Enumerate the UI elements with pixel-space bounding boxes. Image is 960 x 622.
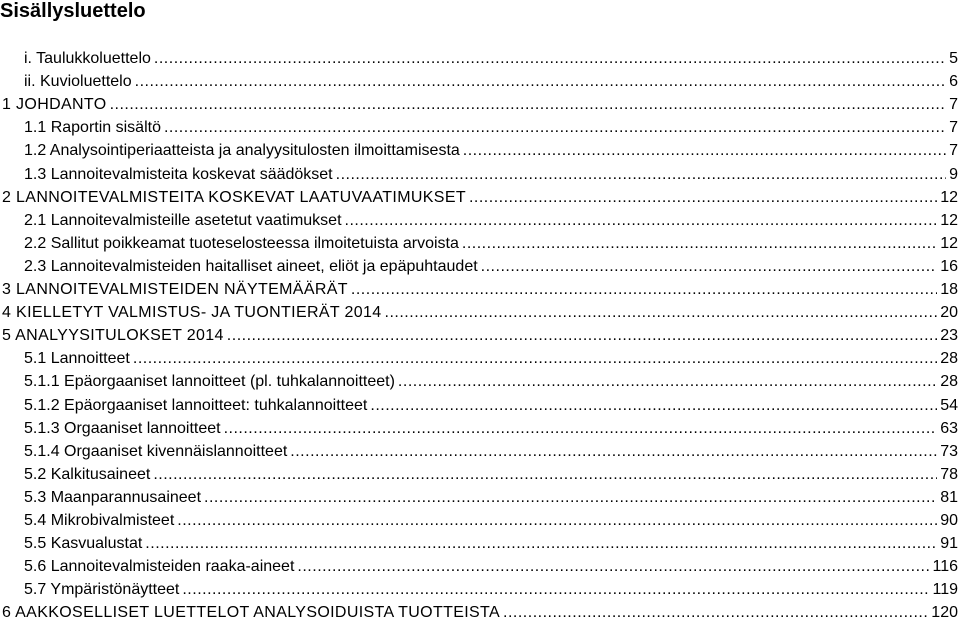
toc-entry-page: 63 bbox=[940, 419, 958, 437]
toc-entry[interactable] bbox=[24, 370, 958, 391]
toc-entry-label: 5.6 Lannoitevalmisteiden raaka-aineet bbox=[24, 558, 295, 576]
dot-leader bbox=[182, 580, 929, 599]
toc-entry-page: 54 bbox=[940, 396, 958, 414]
toc-entry[interactable] bbox=[24, 163, 958, 184]
toc-entry-label: 1 JOHDANTO bbox=[2, 96, 107, 114]
toc-entry[interactable] bbox=[2, 278, 958, 299]
toc-entry[interactable] bbox=[24, 486, 958, 507]
toc-entry[interactable] bbox=[2, 324, 958, 345]
toc-entry[interactable] bbox=[2, 301, 958, 322]
toc-entry-page: 81 bbox=[940, 488, 958, 506]
toc-entry-page: 28 bbox=[940, 350, 958, 368]
dot-leader bbox=[135, 72, 946, 91]
toc-entry-page: 120 bbox=[931, 604, 958, 622]
dot-leader bbox=[462, 234, 937, 253]
toc-entry[interactable] bbox=[2, 601, 958, 622]
toc-entry[interactable] bbox=[24, 209, 958, 230]
dot-leader bbox=[145, 534, 937, 553]
dot-leader bbox=[336, 165, 946, 184]
toc-entry-label: 6 AAKKOSELLISET LUETTELOT ANALYSOIDUISTA TUOTTEISTA bbox=[2, 604, 501, 622]
dot-leader bbox=[463, 141, 946, 160]
toc-entry-label: 5.1 Lannoitteet bbox=[24, 350, 130, 368]
toc-entry[interactable] bbox=[24, 139, 958, 160]
toc-entry-label: 4 KIELLETYT VALMISTUS- JA TUONTIERÄT 2014 bbox=[2, 304, 382, 322]
toc-entry-page: 12 bbox=[940, 234, 958, 252]
toc-entry[interactable] bbox=[24, 255, 958, 276]
toc-entry-page: 7 bbox=[949, 96, 958, 114]
dot-leader bbox=[227, 326, 937, 345]
toc-entry[interactable] bbox=[24, 578, 958, 599]
toc-entry[interactable] bbox=[24, 232, 958, 253]
toc-entry-page: 7 bbox=[949, 119, 958, 137]
toc-entry-label: 5.2 Kalkitusaineet bbox=[24, 465, 151, 483]
toc-entry-label: 1.2 Analysointiperiaatteista ja analyysitulosten ilmoittamisesta bbox=[24, 142, 460, 160]
dot-leader bbox=[204, 488, 937, 507]
toc-entry-label: ii. Kuvioluettelo bbox=[24, 73, 132, 91]
dot-leader bbox=[164, 118, 946, 137]
toc-entry[interactable] bbox=[24, 532, 958, 553]
toc-entry-page: 7 bbox=[949, 142, 958, 160]
dot-leader bbox=[370, 396, 937, 415]
toc-entry[interactable] bbox=[24, 394, 958, 415]
toc-entry-label: 5.7 Ympäristönäytteet bbox=[24, 581, 180, 599]
toc-entry-page: 6 bbox=[949, 73, 958, 91]
toc-entry[interactable] bbox=[24, 509, 958, 530]
toc-entry-label: 2.3 Lannoitevalmisteiden haitalliset aineet, eliöt ja epäpuhtaudet bbox=[24, 257, 478, 275]
dot-leader bbox=[154, 49, 946, 68]
toc-entry-page: 16 bbox=[940, 257, 958, 275]
toc-entry-page: 5 bbox=[949, 50, 958, 67]
toc-entry[interactable] bbox=[24, 47, 958, 68]
toc-entry-label: 2 LANNOITEVALMISTEITA KOSKEVAT LAATUVAATIMUKSET bbox=[2, 188, 466, 206]
dot-leader bbox=[133, 349, 937, 368]
toc-entry-page: 119 bbox=[932, 581, 958, 599]
toc-entry-label: 2.2 Sallitut poikkeamat tuoteselosteessa ilmoitetuista arvoista bbox=[24, 234, 459, 252]
toc-entry[interactable] bbox=[24, 70, 958, 91]
toc-entry-page: 28 bbox=[940, 373, 958, 391]
dot-leader bbox=[345, 211, 938, 230]
dot-leader bbox=[177, 511, 937, 530]
toc-entry-label: 5.1.3 Orgaaniset lannoitteet bbox=[24, 419, 221, 437]
toc-entry-page: 20 bbox=[940, 304, 958, 322]
toc-entry-page: 116 bbox=[932, 558, 958, 576]
toc-entry-page: 12 bbox=[940, 211, 958, 229]
toc-entry[interactable] bbox=[2, 93, 958, 114]
toc-entry-label: 5.1.4 Orgaaniset kivennäislannoitteet bbox=[24, 442, 288, 460]
toc-entry[interactable] bbox=[2, 186, 958, 207]
toc-entry-label: 3 LANNOITEVALMISTEIDEN NÄYTEMÄÄRÄT bbox=[2, 281, 348, 298]
dot-leader bbox=[351, 280, 937, 299]
toc-entry-page: 91 bbox=[940, 535, 958, 553]
toc-entry-label: 2.1 Lannoitevalmisteille asetetut vaatimukset bbox=[24, 211, 342, 229]
dot-leader bbox=[110, 95, 947, 114]
toc-entry-label: 1.1 Raportin sisältö bbox=[24, 119, 161, 137]
dot-leader bbox=[290, 442, 937, 461]
page-title: Sisällysluettelo bbox=[0, 0, 146, 22]
dot-leader bbox=[224, 419, 938, 438]
toc-entry-label: 1.3 Lannoitevalmisteita koskevat säädökset bbox=[24, 165, 333, 183]
toc-entry[interactable] bbox=[24, 555, 958, 576]
toc-entry[interactable] bbox=[24, 440, 958, 461]
toc-entry-label: 5.1.2 Epäorgaaniset lannoitteet: tuhkalannoitteet bbox=[24, 396, 368, 414]
toc-entry-page: 9 bbox=[949, 165, 958, 183]
toc-entry-label: 5.5 Kasvualustat bbox=[24, 535, 143, 553]
toc-entry-label: 5 ANALYYSITULOKSET 2014 bbox=[2, 327, 224, 345]
toc-entry-label: 5.4 Mikrobivalmisteet bbox=[24, 512, 175, 529]
dot-leader bbox=[503, 603, 928, 622]
toc-entry[interactable] bbox=[24, 347, 958, 368]
dot-leader bbox=[297, 557, 929, 576]
toc-entry-page: 73 bbox=[940, 442, 958, 460]
dot-leader bbox=[481, 257, 938, 276]
toc-entry[interactable] bbox=[24, 116, 958, 137]
dot-leader bbox=[153, 465, 937, 484]
toc-entry-page: 12 bbox=[940, 188, 958, 206]
toc-entry-label: i. Taulukkoluettelo bbox=[24, 50, 151, 67]
toc-entry-page: 78 bbox=[940, 465, 958, 483]
toc-entry[interactable] bbox=[24, 417, 958, 438]
dot-leader bbox=[398, 372, 937, 391]
toc-entry[interactable] bbox=[24, 463, 958, 484]
toc-entry-page: 23 bbox=[940, 327, 958, 345]
dot-leader bbox=[385, 303, 938, 322]
toc-entry-label: 5.1.1 Epäorgaaniset lannoitteet (pl. tuhkalannoitteet) bbox=[24, 373, 395, 391]
toc-entry-label: 5.3 Maanparannusaineet bbox=[24, 488, 202, 506]
toc-entry-page: 90 bbox=[940, 512, 958, 529]
dot-leader bbox=[469, 188, 937, 207]
toc-entry-page: 18 bbox=[940, 281, 958, 298]
